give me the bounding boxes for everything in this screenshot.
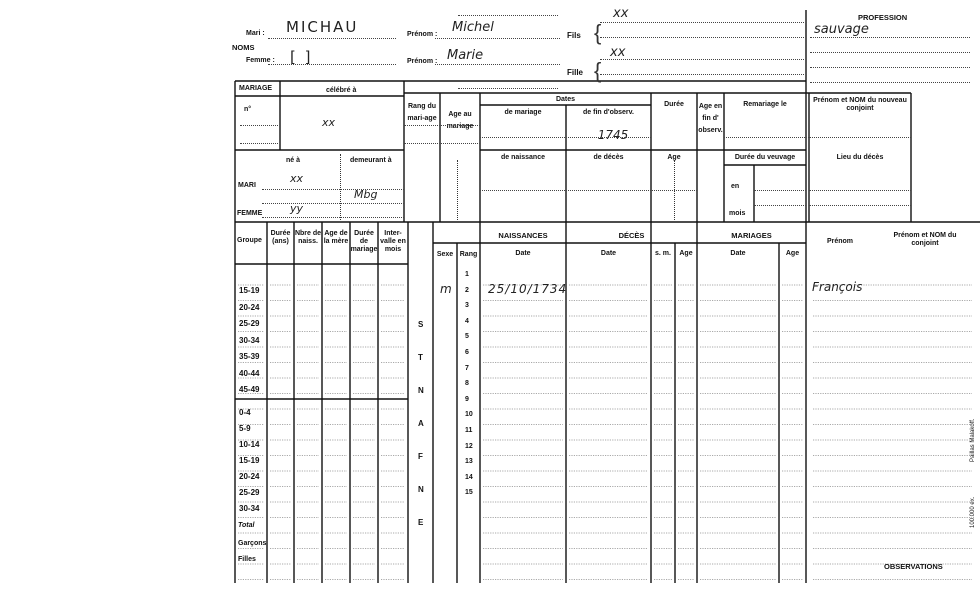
deces-header: DÉCÈS [618,231,645,240]
group-label-b: 25-29 [239,488,260,497]
profession-value[interactable]: sauvage [814,22,869,37]
fille-brace: { [594,58,602,83]
group-label-b: 0-4 [239,408,251,417]
fils-label: Fils [567,31,581,40]
rang-number: 1 [465,271,469,278]
enfants-letter: T [418,353,423,362]
printer-note: Paillas Malakoff. [970,418,976,462]
group-label-a: 30-34 [239,335,260,345]
fils-value[interactable]: xx [613,6,629,21]
de-mariage-label: de mariage [504,109,542,116]
rang-header: Rang [459,251,478,258]
sexe-header: Sexe [436,251,454,258]
rang-number: 15 [465,489,473,497]
observations-label: OBSERVATIONS [884,562,943,571]
duree-ans-header: Durée (ans) [270,230,291,245]
mari-label: Mari : [246,30,265,37]
duree-mariage-header: Durée de mariage [350,230,378,253]
age-fin-obs-label: Age en fin d' observ. [698,103,723,134]
demeurant-label: demeurant à [350,157,392,164]
group-label-a: 20-24 [239,302,260,312]
groupe-header: Groupe [237,237,262,244]
en-label: en [731,183,740,190]
celebre-label: célébré à [326,87,357,94]
duree-label: Durée [664,101,684,108]
mariages-header: MARIAGES [731,231,772,240]
group-label-b: 20-24 [239,472,260,481]
total-label: Total [238,522,255,529]
de-fin-obs-label: de fin d'observ. [583,109,634,116]
fille-label: Fille [567,68,584,77]
group-label-a: 15-19 [239,286,260,295]
copies-note: 100.000 ex. [970,496,976,528]
femme-nom-value[interactable]: [ ] [290,48,313,66]
numero-label: n° [244,106,252,113]
mari-prenom-value[interactable]: Michel [452,20,494,35]
femme-prenom-value[interactable]: Marie [447,48,484,63]
mois-label: mois [729,210,746,217]
group-label-a: 35-39 [239,352,260,361]
rang-number: 12 [465,442,473,450]
femme-prenom-label: Prénom : [407,58,438,65]
age-mariage-label: Age au mariage [446,111,474,130]
nouveau-conjoint-label: Prénom et NOM du nouveau conjoint [813,97,907,112]
rang-number: 3 [465,302,469,310]
nbre-naiss-header: Nbre de naiss. [294,230,322,245]
rang-number: 10 [465,411,473,419]
remariage-label: Remariage le [743,101,787,108]
mariage-lieu-value[interactable]: xx [322,116,336,129]
rang-number: 11 [465,427,473,434]
mari-demeurant-value[interactable]: Mbg [354,188,378,201]
enfants-letter: N [418,485,424,494]
profession-label: PROFESSION [858,13,908,22]
duree-veuvage-label: Durée du veuvage [734,154,796,161]
mari-nom-value[interactable]: MICHAU [286,18,359,36]
dates-label: Dates [555,96,576,103]
femme-row-label: FEMME [237,210,263,217]
group-label-a: 25-29 [239,319,260,328]
group-label-a: 45-49 [239,385,260,394]
enfants-letter: A [418,419,424,428]
mariage-age-header: Age [785,250,800,257]
ne-a-label: né à [286,157,301,164]
fin-obs-value[interactable]: 1745 [597,128,629,142]
child-sexe-value[interactable]: m [440,282,452,296]
garcons-label: Garçons [238,540,267,547]
deces-age-header: Age [679,250,693,257]
femme-ne-value[interactable]: yy [290,202,304,215]
femme-label: Femme : [246,57,275,64]
mariage-title: MARIAGE [239,85,273,92]
naissances-header: NAISSANCES [498,231,548,240]
age-label: Age [667,154,681,161]
rang-mariage-label: Rang du mari-age [407,103,437,122]
child-date-value[interactable]: 25/10/1734 [488,282,568,296]
group-label-b: 5-9 [239,424,251,433]
rang-number: 2 [465,286,469,294]
rang-number: 5 [465,333,469,341]
rang-number: 13 [465,458,473,466]
noms-label: NOMS [232,43,255,52]
deces-date-header: Date [600,250,617,257]
rang-number: 7 [465,364,469,372]
enfants-letter: F [418,452,423,461]
prenom-header: Prénom [826,238,854,245]
enfants-letter: E [418,518,424,527]
child-prenom-value[interactable]: François [812,280,863,294]
mari-ne-value[interactable]: xx [290,172,304,185]
lieu-deces-label: Lieu du décès [836,154,884,161]
sm-header: s. m. [655,250,671,257]
conjoint-header: Prénom et NOM du conjoint [893,232,957,247]
rang-number: 9 [465,395,469,403]
fille-value[interactable]: xx [610,45,626,60]
naissance-date-header: Date [515,250,531,257]
mariage-date-header: Date [730,250,746,257]
age-mere-header: Age de la mère [323,230,349,245]
de-naissance-label: de naissance [501,154,545,161]
rang-number: 4 [465,317,469,325]
de-deces-label: de décès [593,154,624,161]
intervalle-header: Inter-valle en mois [380,230,406,253]
rang-number: 14 [465,473,473,481]
enfants-letter: S [418,320,424,329]
mari-prenom-label: Prénom : [407,31,438,38]
rang-number: 6 [465,349,469,356]
filles-label: Filles [238,556,256,563]
enfants-letter: N [418,386,424,395]
rang-number: 8 [465,380,469,388]
group-label-b: 10-14 [239,440,260,449]
group-label-b: 30-34 [239,504,260,513]
group-label-b: 15-19 [239,456,260,465]
mari-row-label: MARI [238,182,256,189]
fils-brace: { [594,20,602,45]
group-label-a: 40-44 [239,368,260,378]
